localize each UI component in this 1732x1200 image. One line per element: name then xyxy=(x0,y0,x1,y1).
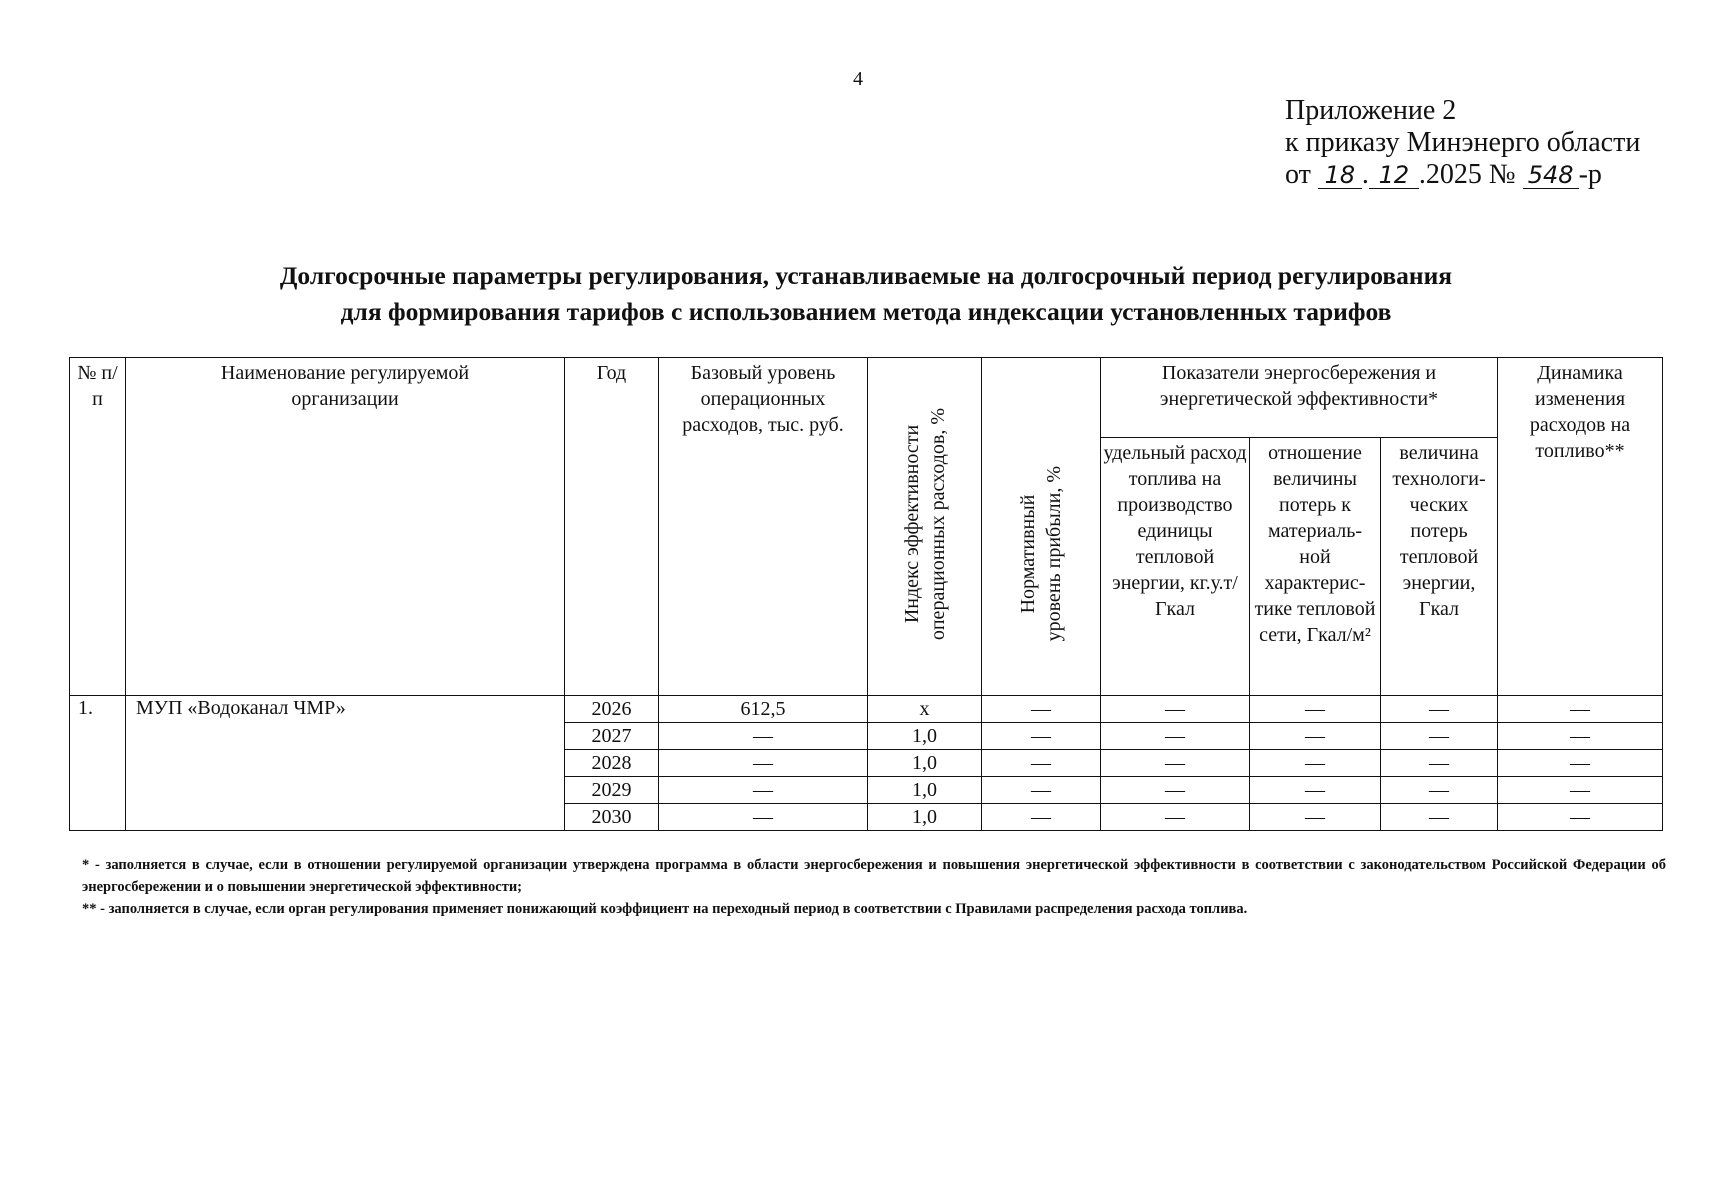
title-line-1: Долгосрочные параметры регулирования, устанавливаемые на долгосрочный период регулирования xyxy=(279,261,1453,290)
approval-line-appendix: Приложение 2 xyxy=(1285,95,1457,126)
header-fuel-rate: удельный расход топлива на производство единицы тепловой энергии, кг.у.т/Гкал xyxy=(1101,438,1250,696)
cell-profit: — xyxy=(982,777,1101,804)
header-efficiency-index-text xyxy=(899,408,951,640)
approval-line-date xyxy=(1285,159,1640,191)
header-energy-indicators: Показатели энергосбережения и энергетической эффективности* xyxy=(1101,358,1498,438)
cell-profit: — xyxy=(982,723,1101,750)
header-efficiency-index-line1: Индекс эффективности xyxy=(900,424,923,624)
cell-loss-ratio: — xyxy=(1250,777,1381,804)
cell-tech-losses: — xyxy=(1381,723,1498,750)
footnotes xyxy=(66,854,1666,920)
footnote-fuel-coefficient: ** - заполняется в случае, если орган регулирования применяет понижающий коэффициент на переходный период в соответствии с Правилами распределения расхода топлива. xyxy=(82,901,1248,917)
date-year: .2025 № xyxy=(1418,159,1523,190)
cell-year: 2028 xyxy=(565,750,659,777)
cell-tech-losses: — xyxy=(1381,804,1498,831)
cell-base-opex: — xyxy=(659,804,868,831)
footnote-energy-program: * - заполняется в случае, если в отношении регулируемой организации утверждена программа в области энергосбережения и повышения энергетической эффективности в соответствии с законодательством Российской Федерации об энергосбережении и о повышении энергетической эффективности; xyxy=(82,857,1666,895)
cell-base-opex: — xyxy=(659,750,868,777)
header-year: Год xyxy=(565,358,659,696)
header-efficiency-index xyxy=(868,358,982,696)
cell-efficiency-index: х xyxy=(868,696,982,723)
parameters-table xyxy=(69,357,1663,831)
handwritten-order-number: 548 xyxy=(1523,162,1579,189)
cell-base-opex: 612,5 xyxy=(659,696,868,723)
cell-loss-ratio: — xyxy=(1250,723,1381,750)
document-title xyxy=(60,258,1672,330)
cell-year: 2029 xyxy=(565,777,659,804)
table-row xyxy=(70,696,1663,723)
header-organization: Наименование регулируемой организации xyxy=(126,358,565,696)
header-profit-level-line2: уровень прибыли, % xyxy=(1043,466,1065,642)
cell-profit: — xyxy=(982,750,1101,777)
cell-tech-losses: — xyxy=(1381,777,1498,804)
date-dot: . xyxy=(1361,159,1369,190)
cell-year: 2030 xyxy=(565,804,659,831)
org-name: МУП «Водоканал ЧМР» xyxy=(126,696,565,831)
cell-year: 2026 xyxy=(565,696,659,723)
cell-fuel-dynamics: — xyxy=(1498,750,1663,777)
header-efficiency-index-line2: операционных расходов, % xyxy=(926,407,949,641)
cell-tech-losses: — xyxy=(1381,750,1498,777)
header-fuel-dynamics: Динамика изменения расходов на топливо** xyxy=(1498,358,1663,696)
cell-fuel-rate: — xyxy=(1101,777,1250,804)
cell-fuel-dynamics: — xyxy=(1498,696,1663,723)
cell-tech-losses: — xyxy=(1381,696,1498,723)
cell-base-opex: — xyxy=(659,723,868,750)
handwritten-month: 12 xyxy=(1369,162,1419,189)
cell-efficiency-index: 1,0 xyxy=(868,777,982,804)
cell-fuel-rate: — xyxy=(1101,723,1250,750)
order-suffix: -р xyxy=(1578,159,1602,190)
cell-loss-ratio: — xyxy=(1250,804,1381,831)
org-number: 1. xyxy=(70,696,126,831)
cell-loss-ratio: — xyxy=(1250,696,1381,723)
cell-fuel-rate: — xyxy=(1101,696,1250,723)
header-profit-level-text xyxy=(1015,466,1067,641)
header-base-opex: Базовый уровень операционных расходов, тыс. руб. xyxy=(659,358,868,696)
header-profit-level-line1: Нормативный xyxy=(1017,494,1039,614)
cell-fuel-dynamics: — xyxy=(1498,804,1663,831)
cell-year: 2027 xyxy=(565,723,659,750)
cell-fuel-rate: — xyxy=(1101,804,1250,831)
header-num: № п/п xyxy=(70,358,126,696)
approval-line-order: к приказу Минэнерго области xyxy=(1285,127,1641,158)
cell-profit: — xyxy=(982,696,1101,723)
page-number: 4 xyxy=(853,68,863,90)
handwritten-day: 18 xyxy=(1318,162,1362,189)
cell-fuel-dynamics: — xyxy=(1498,723,1663,750)
header-profit-level xyxy=(982,358,1101,696)
cell-efficiency-index: 1,0 xyxy=(868,804,982,831)
cell-efficiency-index: 1,0 xyxy=(868,750,982,777)
cell-efficiency-index: 1,0 xyxy=(868,723,982,750)
date-prefix: от xyxy=(1285,159,1318,190)
approval-block xyxy=(1285,95,1640,191)
title-line-2: для формирования тарифов с использованием метода индексации установленных тарифов xyxy=(340,297,1392,326)
cell-fuel-rate: — xyxy=(1101,750,1250,777)
cell-fuel-dynamics: — xyxy=(1498,777,1663,804)
header-loss-ratio: отношение величины потерь к материаль-ной характерис-тике тепловой сети, Гкал/м² xyxy=(1250,438,1381,696)
header-tech-losses: величина технологи-ческих потерь тепловой энергии, Гкал xyxy=(1381,438,1498,696)
cell-base-opex: — xyxy=(659,777,868,804)
cell-profit: — xyxy=(982,804,1101,831)
cell-loss-ratio: — xyxy=(1250,750,1381,777)
